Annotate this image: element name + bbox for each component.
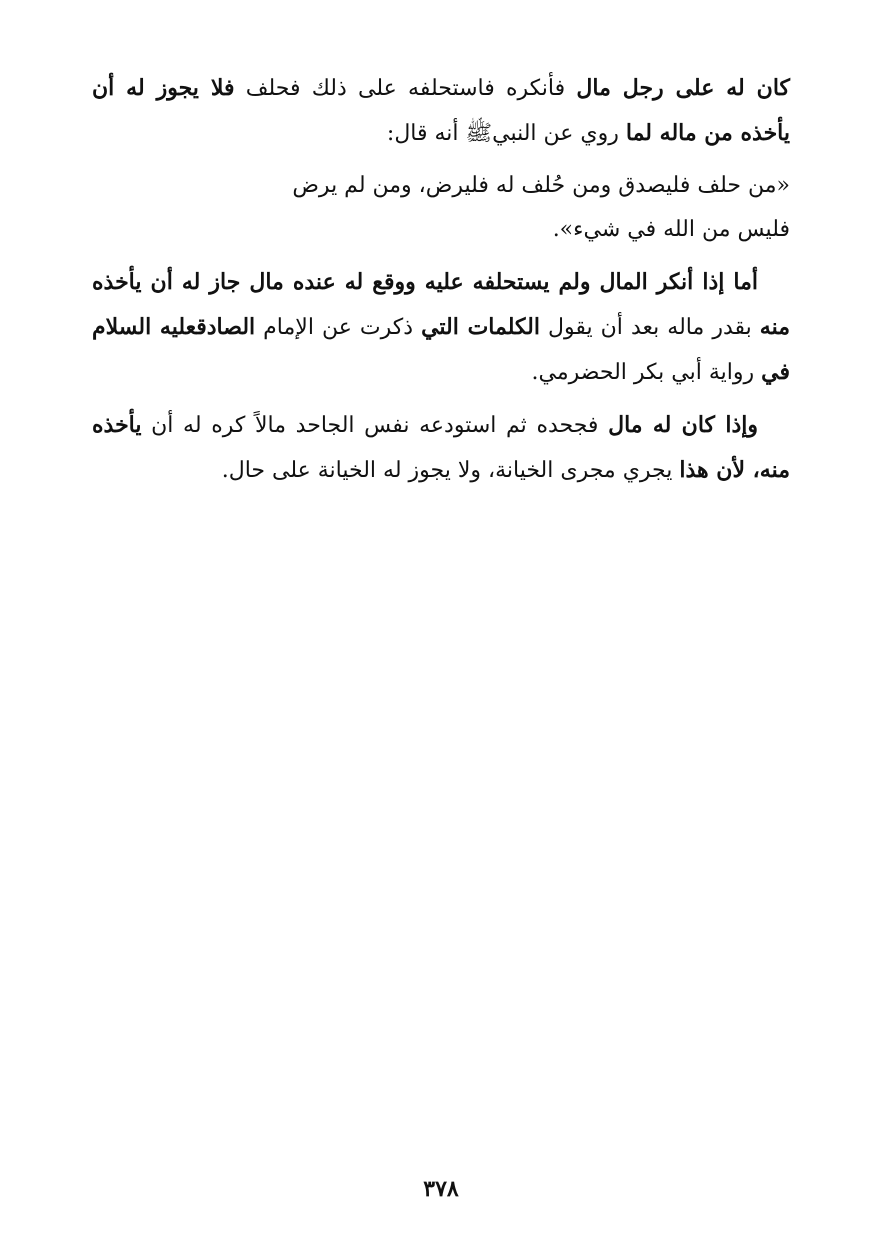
text-segment: فأنكره فاستحلفه على ذلك فحلف xyxy=(234,76,577,101)
text-segment: كان له على رجل مال xyxy=(576,75,791,101)
text-segment: رواية أبي بكر الحضرمي. xyxy=(531,360,762,385)
text-segment: الكلمات التي xyxy=(421,314,540,340)
text-segment: بقدر ماله بعد أن يقول xyxy=(539,315,760,340)
page-number: ٣٧٨ xyxy=(423,1176,459,1202)
text-segment: ذكرت عن الإمام xyxy=(255,315,422,340)
text-segment: أما إذا أنكر المال ولم يستحلفه عليه ووقع له عنده مال جاز له أن يأخذه منه xyxy=(92,269,790,340)
text-segment: روي عن النبيﷺ أنه قال: xyxy=(386,121,626,146)
text-segment: يأخذه منه، لأن هذا xyxy=(92,412,790,483)
paragraph-3 xyxy=(92,403,790,493)
text-segment: وإذا كان له مال xyxy=(608,412,758,438)
text-segment: الصادقعليه السلام في xyxy=(92,314,790,385)
text-segment: فلا يجوز له أن يأخذه من ماله لما xyxy=(92,75,790,146)
text-segment: «من حلف فليصدق ومن حُلف له فليرض، ومن لم يرض فليس من الله في شيء». xyxy=(292,173,790,242)
paragraph-1 xyxy=(92,66,790,156)
body-text xyxy=(92,66,790,501)
text-segment: فجحده ثم استودعه نفس الجاحد مالاً كره له أن xyxy=(141,413,609,438)
text-segment: يجري مجرى الخيانة، ولا يجوز له الخيانة على حال. xyxy=(221,458,680,483)
hadith-quote xyxy=(92,164,790,252)
paragraph-2 xyxy=(92,260,790,395)
